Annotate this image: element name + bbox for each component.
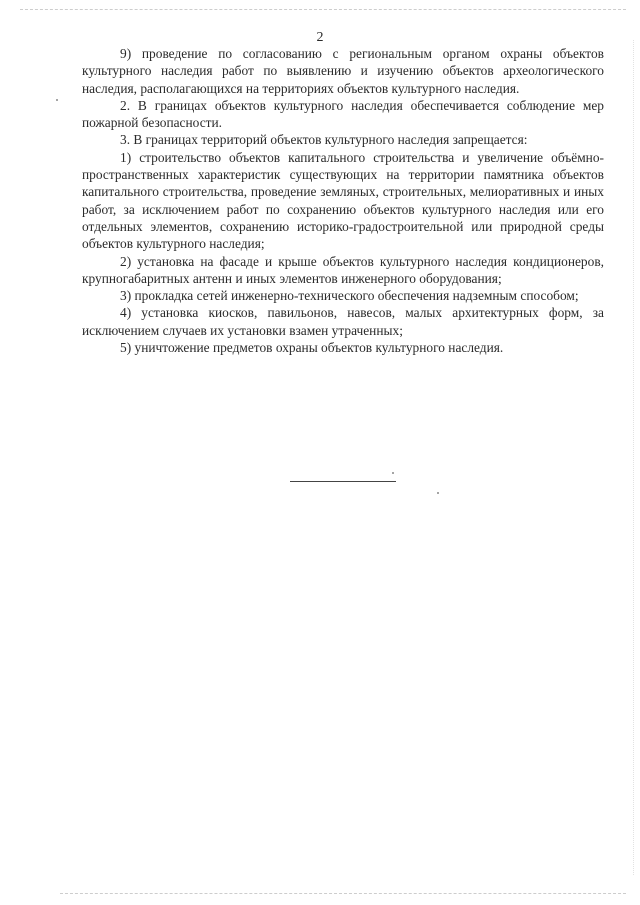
scan-speck	[437, 492, 439, 494]
scan-edge-right	[633, 40, 634, 875]
paragraph-item-4: 4) установка киосков, павильонов, навесов, малых архитектурных форм, за исключением случаев их установки взамен утраченных;	[82, 305, 604, 338]
paragraph-item-9: 9) проведение по согласованию с региональным органом охраны объектов культурного наследия работ по выявлению и изучению объектов археологического наследия, располагающихся на территориях объектов культурного наследия.	[82, 46, 604, 96]
page-number: 2	[316, 30, 324, 45]
paragraph-item-5: 5) уничтожение предметов охраны объектов культурного наследия.	[120, 340, 504, 356]
scan-speck	[56, 99, 58, 101]
scan-speck	[392, 472, 394, 474]
body-text	[82, 45, 604, 356]
paragraph-item-1: 1) строительство объектов капитального строительства и увеличение объёмно-пространственных характеристик существующих на территории памятника объектов капитального строительства, проведение земляных, строительных, мелиоративных и иных работ, за исключением работ по сохранению объектов культурного наследия или его отдельных элементов, сохранению историко-градостроительной или природной среды объектов культурного наследия;	[82, 149, 604, 252]
scan-edge-top	[20, 9, 626, 10]
end-divider-line	[290, 481, 396, 482]
paragraph-section-3: 3. В границах территорий объектов культурного наследия запрещается:	[120, 132, 528, 148]
paragraph-item-3: 3) прокладка сетей инженерно-технического обеспечения надземным способом;	[120, 288, 579, 304]
paragraph-section-2: 2. В границах объектов культурного наследия обеспечивается соблюдение мер пожарной безопасности.	[82, 97, 604, 131]
scan-edge-bottom	[60, 893, 626, 894]
paragraph-item-2: 2) установка на фасаде и крыше объектов культурного наследия кондиционеров, крупногабаритных антенн и иных элементов инженерного оборудования;	[82, 253, 604, 286]
